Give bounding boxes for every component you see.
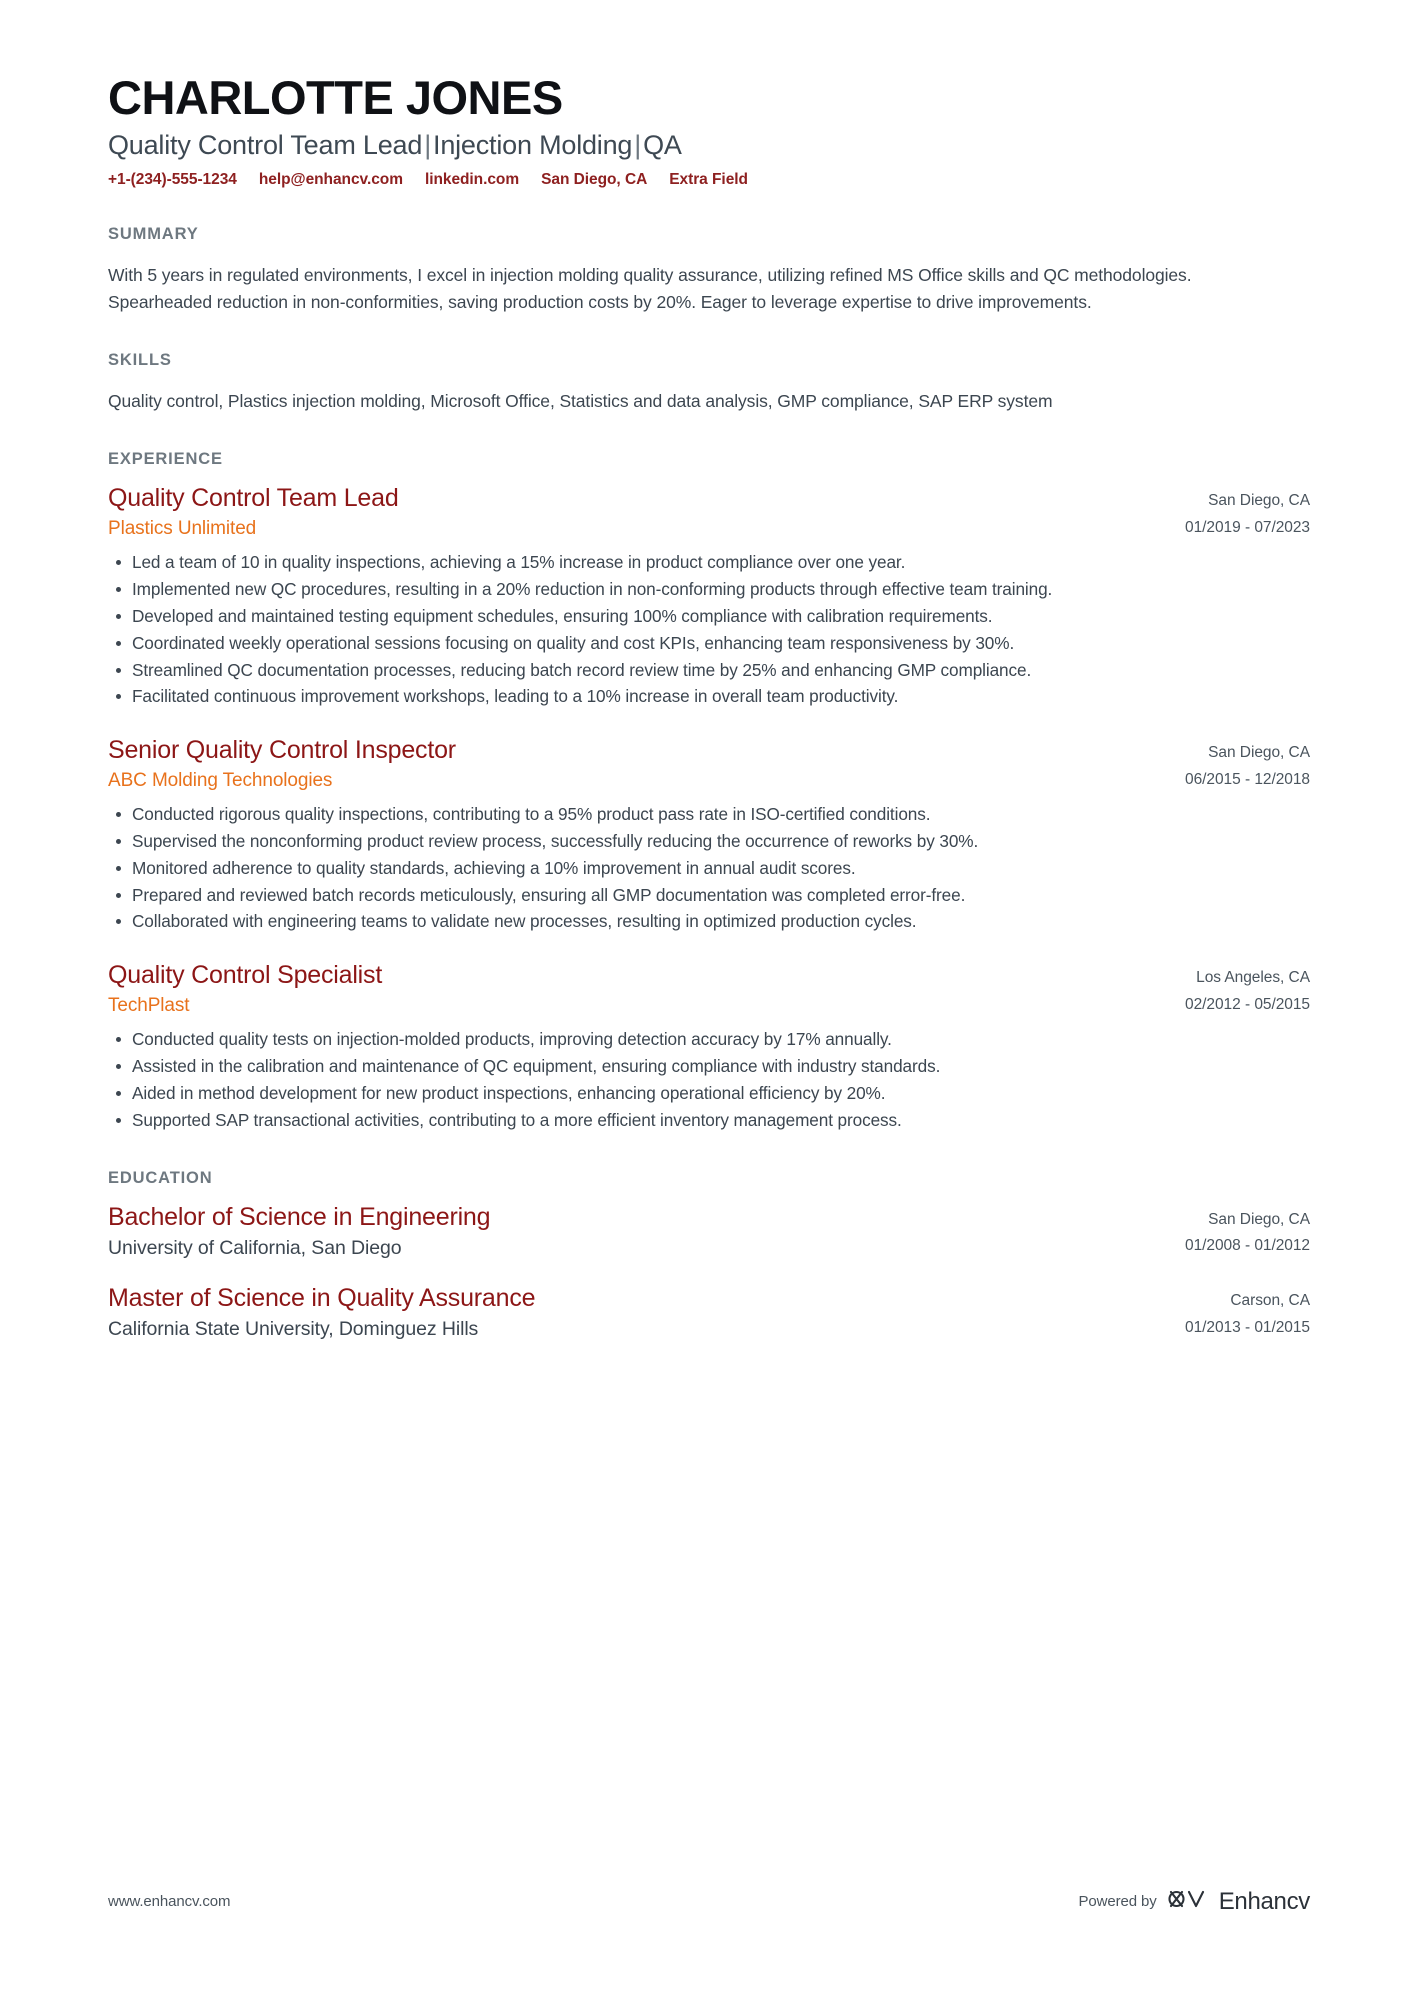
school-location: San Diego, CA — [1208, 1210, 1310, 1228]
job-title: Senior Quality Control Inspector — [108, 736, 456, 765]
list-item: Coordinated weekly operational sessions focusing on quality and cost KPIs, enhancing team responsiveness by 30%. — [108, 631, 1288, 656]
list-item: Conducted quality tests on injection-molded products, improving detection accuracy by 17% annually. — [108, 1027, 1288, 1052]
contact-location: San Diego, CA — [541, 171, 648, 189]
section-education — [108, 1169, 1310, 1343]
list-item: Collaborated with engineering teams to validate new processes, resulting in optimized production cycles. — [108, 909, 1288, 934]
education-entry-meta — [1161, 1283, 1310, 1341]
experience-entry-header — [108, 483, 1310, 541]
headline-separator-1: | — [424, 129, 432, 160]
experience-entry-meta — [1161, 735, 1310, 793]
list-item: Monitored adherence to quality standards, achieving a 10% improvement in annual audit scores. — [108, 856, 1288, 881]
section-heading-summary: SUMMARY — [108, 225, 199, 244]
resume-header — [108, 72, 1310, 189]
contact-linkedin[interactable]: linkedin.com — [424, 171, 520, 189]
footer-powered-by-label: Powered by — [1078, 1893, 1157, 1910]
list-item: Streamlined QC documentation processes, reducing batch record review time by 25% and enhancing GMP compliance. — [108, 658, 1288, 683]
section-heading-skills: SKILLS — [108, 350, 172, 369]
contact-extra-field: Extra Field — [669, 171, 748, 189]
professional-headline — [108, 129, 1310, 163]
section-summary — [108, 225, 1310, 315]
school-name: California State University, Dominguez Hills — [108, 1318, 479, 1341]
experience-entry — [108, 735, 1310, 934]
contact-email[interactable]: help@enhancv.com — [258, 171, 403, 189]
footer-brand-name: Enhancv — [1218, 1887, 1310, 1915]
job-bullet-list — [108, 550, 1310, 709]
contact-row — [108, 171, 1310, 189]
job-location: San Diego, CA — [1208, 744, 1310, 762]
summary-text: With 5 years in regulated environments, I excel in injection molding quality assurance, utilizing refined MS Office skills and QC methodologies. Spearheaded reduction in non-conformities, saving production costs by 20%. Eager to leverage expertise to drive improvements. — [108, 265, 1192, 312]
headline-part-3: QA — [643, 129, 682, 160]
education-entry — [108, 1202, 1310, 1262]
school-location: Carson, CA — [1230, 1292, 1310, 1310]
list-item: Developed and maintained testing equipment schedules, ensuring 100% compliance with calibration requirements. — [108, 604, 1288, 629]
job-dates: 06/2015 - 12/2018 — [1185, 770, 1310, 788]
job-bullet-list — [108, 1027, 1310, 1132]
headline-part-2: Injection Molding — [433, 129, 633, 160]
job-dates: 02/2012 - 05/2015 — [1185, 995, 1310, 1013]
page-title: CHARLOTTE JONES — [108, 71, 563, 124]
footer-website-url[interactable]: www.enhancv.com — [108, 1893, 231, 1910]
education-entry-meta — [1161, 1202, 1310, 1260]
list-item: Supported SAP transactional activities, contributing to a more efficient inventory management process. — [108, 1108, 1288, 1133]
experience-entry-left — [108, 483, 1161, 541]
page-footer — [108, 1886, 1310, 1917]
education-entry — [108, 1283, 1310, 1343]
skills-text: Quality control, Plastics injection molding, Microsoft Office, Statistics and data analysis, GMP compliance, SAP ERP system — [108, 390, 1053, 411]
experience-entry-meta — [1161, 483, 1310, 541]
experience-entry — [108, 483, 1310, 709]
list-item: Supervised the nonconforming product review process, successfully reducing the occurrence of reworks by 30%. — [108, 829, 1288, 854]
enhancv-logo-icon — [1168, 1886, 1208, 1917]
education-entry-header — [108, 1283, 1310, 1343]
job-title: Quality Control Team Lead — [108, 484, 399, 513]
degree-title: Bachelor of Science in Engineering — [108, 1202, 491, 1231]
list-item: Aided in method development for new product inspections, enhancing operational efficiency by 20%. — [108, 1081, 1288, 1106]
school-dates: 01/2013 - 01/2015 — [1185, 1318, 1310, 1336]
job-dates: 01/2019 - 07/2023 — [1185, 518, 1310, 536]
company-name: Plastics Unlimited — [108, 517, 257, 539]
section-experience — [108, 450, 1310, 1132]
headline-part-1: Quality Control Team Lead — [108, 129, 423, 160]
degree-title: Master of Science in Quality Assurance — [108, 1284, 536, 1313]
section-skills — [108, 351, 1310, 414]
education-entry-header — [108, 1202, 1310, 1262]
job-title: Quality Control Specialist — [108, 961, 383, 990]
list-item: Assisted in the calibration and maintenance of QC equipment, ensuring compliance with industry standards. — [108, 1054, 1288, 1079]
school-dates: 01/2008 - 01/2012 — [1185, 1237, 1310, 1255]
list-item: Conducted rigorous quality inspections, contributing to a 95% product pass rate in ISO-certified conditions. — [108, 802, 1288, 827]
experience-entry-left — [108, 735, 1161, 793]
list-item: Implemented new QC procedures, resulting in a 20% reduction in non-conforming products through effective team training. — [108, 577, 1288, 602]
education-entry-left — [108, 1202, 1161, 1262]
headline-separator-2: | — [634, 129, 642, 160]
list-item: Facilitated continuous improvement workshops, leading to a 10% increase in overall team productivity. — [108, 684, 1288, 709]
experience-entry — [108, 960, 1310, 1132]
list-item: Led a team of 10 in quality inspections, achieving a 15% increase in product compliance over one year. — [108, 550, 1288, 575]
experience-entry-header — [108, 735, 1310, 793]
section-heading-experience: EXPERIENCE — [108, 450, 223, 469]
contact-phone[interactable]: +1-(234)-555-1234 — [108, 171, 237, 189]
school-name: University of California, San Diego — [108, 1236, 402, 1259]
footer-brand — [1078, 1886, 1310, 1917]
section-heading-education: EDUCATION — [108, 1168, 213, 1187]
education-entry-left — [108, 1283, 1161, 1343]
company-name: ABC Molding Technologies — [108, 769, 333, 791]
list-item: Prepared and reviewed batch records meticulously, ensuring all GMP documentation was completed error-free. — [108, 883, 1288, 908]
experience-entry-header — [108, 960, 1310, 1018]
job-bullet-list — [108, 802, 1310, 934]
experience-entry-left — [108, 960, 1161, 1018]
company-name: TechPlast — [108, 994, 190, 1016]
experience-entry-meta — [1161, 960, 1310, 1018]
job-location: Los Angeles, CA — [1196, 969, 1310, 987]
job-location: San Diego, CA — [1208, 492, 1310, 510]
